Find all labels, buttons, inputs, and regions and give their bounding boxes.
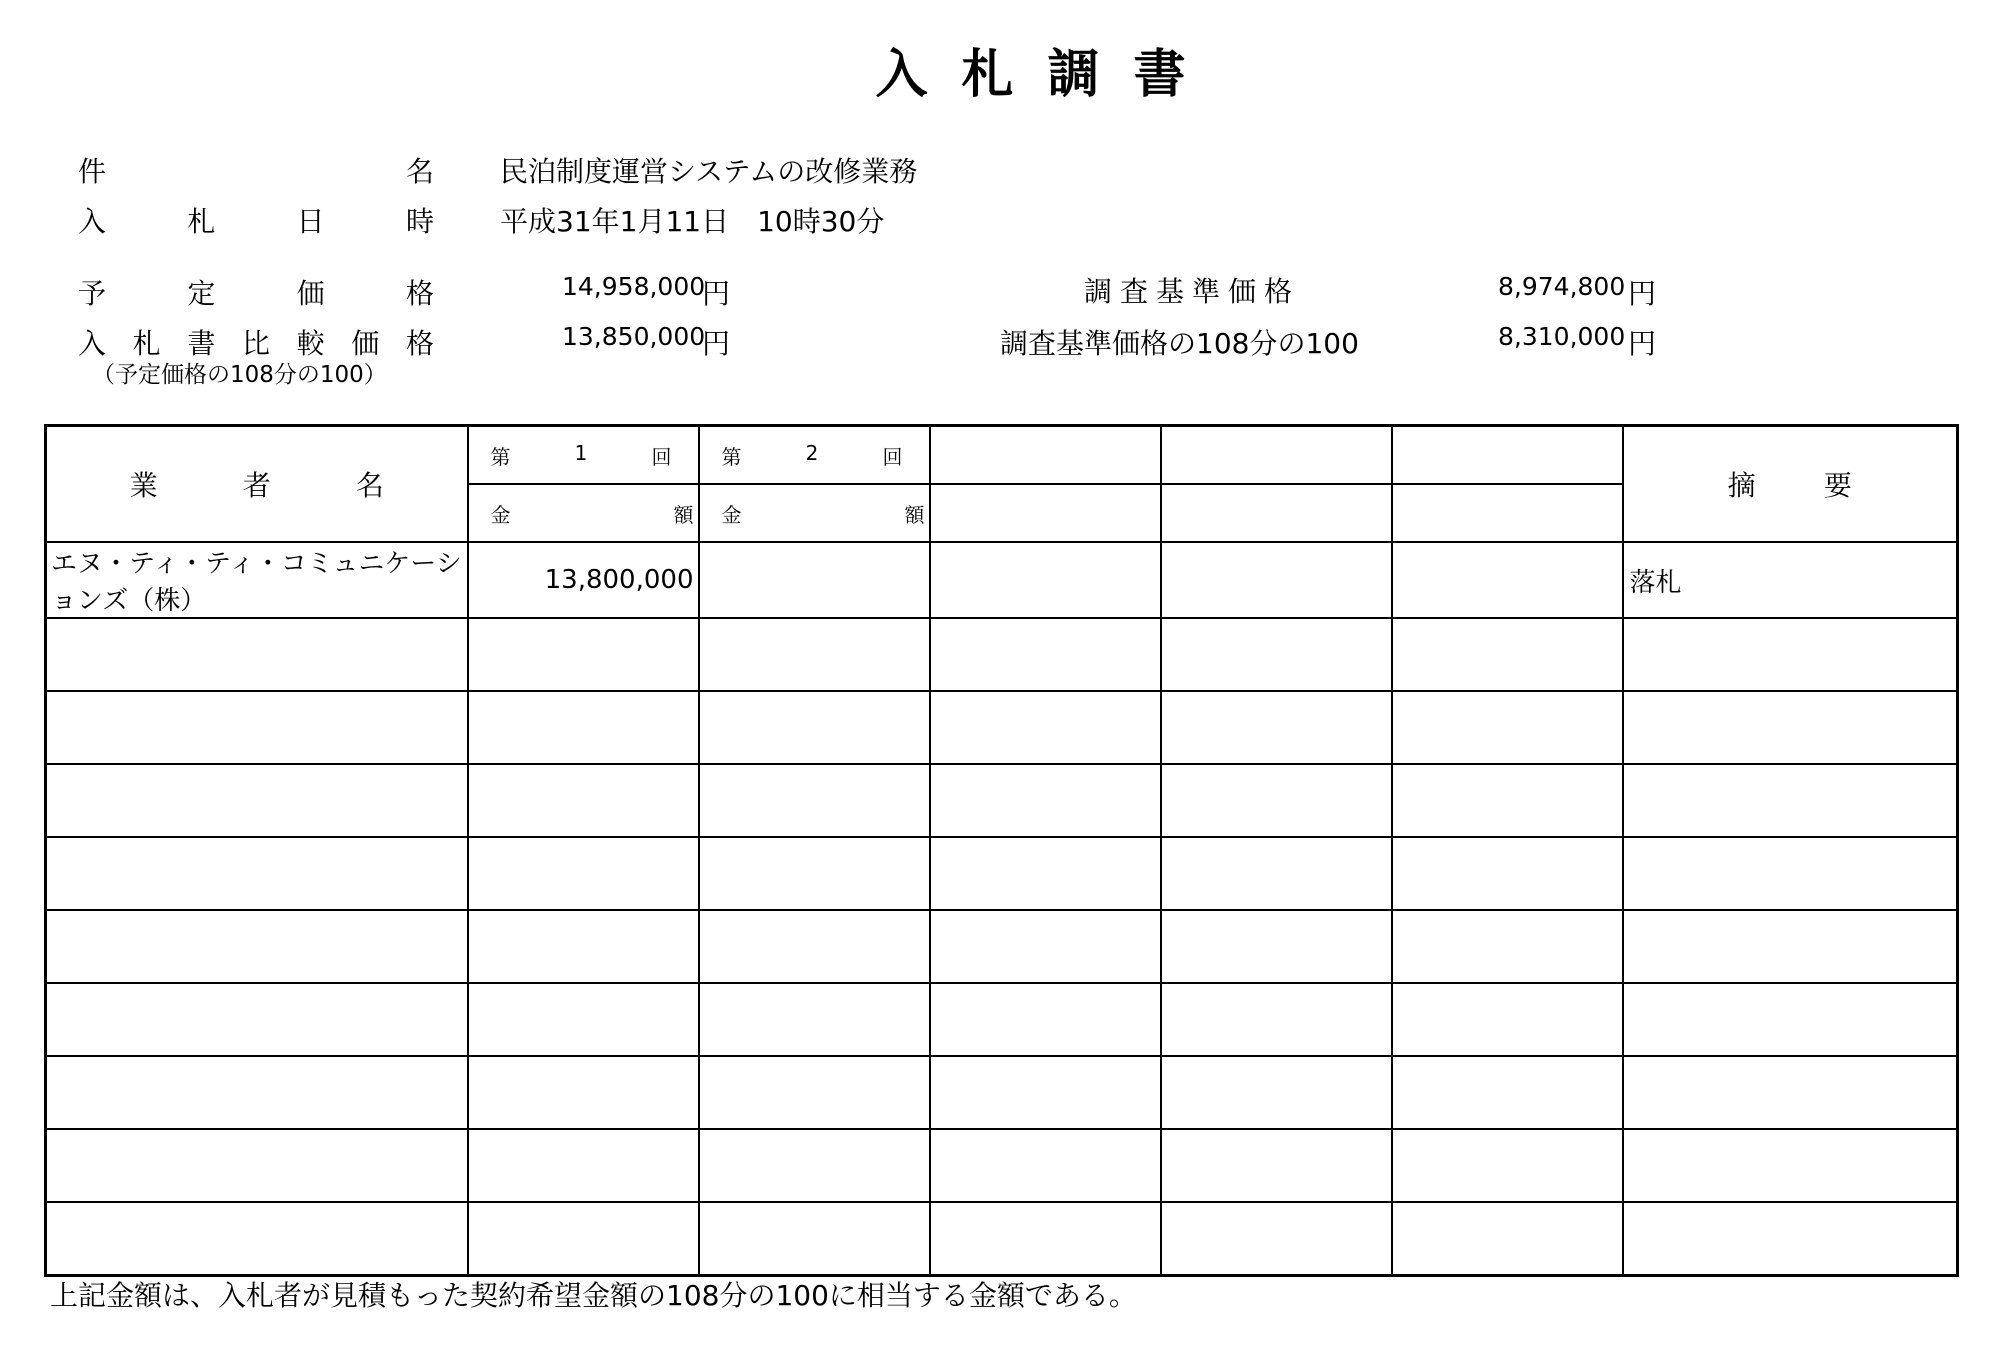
- round2-char-3: 回: [882, 444, 903, 469]
- table-header-row-1: [46, 426, 1958, 485]
- empty-header: [1392, 426, 1623, 485]
- datetime-label-char-2: 札: [187, 205, 216, 238]
- survey-price-label: 調査基準価格: [1084, 275, 1301, 308]
- subject-label: [78, 150, 434, 190]
- empty-cell: [46, 1056, 468, 1129]
- empty-cell: [1623, 1202, 1958, 1276]
- compare-label-char-1: 入: [78, 327, 107, 360]
- datetime-value: 平成31年1月11日 10時30分: [500, 205, 885, 238]
- empty-cell: [1161, 1129, 1392, 1202]
- planned-price-label: [78, 272, 434, 312]
- empty-cell: [699, 618, 930, 691]
- empty-cell: [1161, 983, 1392, 1056]
- empty-cell: [46, 618, 468, 691]
- round1-header: [468, 426, 699, 485]
- round1-char-3: 回: [651, 444, 672, 469]
- amount-char-2: 額: [673, 502, 694, 527]
- empty-cell: [46, 983, 468, 1056]
- empty-cell: [1161, 1056, 1392, 1129]
- table-row: [46, 1202, 1958, 1276]
- subject-label-char-1: 件: [78, 155, 107, 188]
- compare-label-char-3: 書: [187, 327, 216, 360]
- empty-cell: [1392, 764, 1623, 837]
- table-row: [46, 983, 1958, 1056]
- datetime-label-char-3: 日: [296, 205, 325, 238]
- empty-cell: [1161, 837, 1392, 910]
- compare-price-yen: 円: [702, 327, 731, 360]
- empty-cell: [930, 542, 1161, 618]
- remark-header-char-2: 要: [1823, 469, 1852, 502]
- empty-cell: [930, 764, 1161, 837]
- empty-cell: [1161, 910, 1392, 983]
- empty-cell: [1392, 910, 1623, 983]
- survey-price-yen: 円: [1628, 277, 1657, 310]
- empty-cell: [1161, 691, 1392, 764]
- empty-cell: [1161, 542, 1392, 618]
- table-row: [46, 618, 1958, 691]
- empty-cell: [699, 764, 930, 837]
- empty-cell: [930, 691, 1161, 764]
- remark-cell: 落札: [1623, 542, 1958, 618]
- empty-cell: [468, 837, 699, 910]
- amount-char-1: 金: [721, 502, 742, 527]
- compare-price-sub: （予定価格の108分の100）: [92, 362, 387, 388]
- compare-label-char-5: 較: [296, 327, 325, 360]
- vendor-header-char-3: 名: [355, 469, 384, 502]
- empty-cell: [468, 764, 699, 837]
- round2-amount-header: [699, 484, 930, 542]
- vendor-cell: エヌ・ティ・ティ・コミュニケーションズ（株）: [46, 542, 468, 618]
- round1-char-1: 第: [490, 444, 511, 469]
- datetime-label: [78, 200, 434, 240]
- subject-label-char-2: 名: [405, 155, 434, 188]
- empty-cell: [930, 983, 1161, 1056]
- empty-cell: [46, 837, 468, 910]
- empty-cell: [930, 910, 1161, 983]
- empty-cell: [1623, 983, 1958, 1056]
- datetime-label-char-1: 入: [78, 205, 107, 238]
- planned-price-value: 14,958,000: [562, 272, 706, 301]
- amount-char-2: 額: [904, 502, 925, 527]
- empty-cell: [699, 1202, 930, 1276]
- empty-header: [930, 426, 1161, 485]
- table-row: [46, 1056, 1958, 1129]
- empty-cell: [1392, 691, 1623, 764]
- empty-cell: [1623, 691, 1958, 764]
- empty-cell: [930, 1202, 1161, 1276]
- empty-cell: [1392, 618, 1623, 691]
- empty-cell: [1392, 983, 1623, 1056]
- empty-cell: [46, 691, 468, 764]
- empty-cell: [46, 764, 468, 837]
- empty-cell: [930, 618, 1161, 691]
- remark-header: [1623, 426, 1958, 543]
- table-row: [46, 691, 1958, 764]
- vendor-header-char-2: 者: [242, 469, 271, 502]
- empty-cell: [1623, 910, 1958, 983]
- round2-header: [699, 426, 930, 485]
- survey108-label: 調査基準価格の108分の100: [1000, 327, 1359, 360]
- round2-amount-cell: [699, 542, 930, 618]
- compare-label-char-6: 価: [351, 327, 380, 360]
- vendor-header-char-1: 業: [129, 469, 158, 502]
- empty-cell: [468, 1202, 699, 1276]
- empty-cell: [1161, 764, 1392, 837]
- round1-amount-cell: 13,800,000: [468, 542, 699, 618]
- round1-char-2: 1: [574, 440, 588, 465]
- empty-cell: [1623, 764, 1958, 837]
- vendor-header: [46, 426, 468, 543]
- round2-char-1: 第: [721, 444, 742, 469]
- empty-cell: [1623, 1056, 1958, 1129]
- empty-cell: [468, 910, 699, 983]
- empty-cell: [1623, 1129, 1958, 1202]
- empty-cell: [468, 1056, 699, 1129]
- empty-cell: [699, 1056, 930, 1129]
- planned-price-yen: 円: [702, 277, 731, 310]
- empty-cell: [1623, 618, 1958, 691]
- empty-cell: [468, 1129, 699, 1202]
- planned-label-char-3: 価: [296, 277, 325, 310]
- remark-header-char-1: 摘: [1727, 469, 1756, 502]
- empty-cell: [699, 910, 930, 983]
- subject-value: 民泊制度運営システムの改修業務: [500, 155, 918, 188]
- compare-price-value: 13,850,000: [562, 322, 706, 351]
- survey108-value: 8,310,000: [1498, 322, 1626, 351]
- empty-header: [1161, 484, 1392, 542]
- empty-cell: [699, 691, 930, 764]
- empty-cell: [1623, 837, 1958, 910]
- datetime-label-char-4: 時: [405, 205, 434, 238]
- survey-price-value: 8,974,800: [1498, 272, 1626, 301]
- empty-cell: [468, 983, 699, 1056]
- table-row: [46, 764, 1958, 837]
- compare-label-char-2: 札: [132, 327, 161, 360]
- empty-cell: [930, 1129, 1161, 1202]
- empty-header: [1161, 426, 1392, 485]
- round1-amount-header: [468, 484, 699, 542]
- empty-cell: [699, 837, 930, 910]
- empty-cell: [468, 691, 699, 764]
- remark-header-text: [1624, 464, 1957, 504]
- empty-cell: [699, 983, 930, 1056]
- table-row: [46, 910, 1958, 983]
- survey108-yen: 円: [1628, 327, 1657, 360]
- page-title: 入札調書: [875, 45, 1220, 105]
- empty-cell: [468, 618, 699, 691]
- empty-cell: [1392, 837, 1623, 910]
- table-row: [46, 837, 1958, 910]
- round2-char-2: 2: [805, 440, 819, 465]
- footnote: 上記金額は、入札者が見積もった契約希望金額の108分の100に相当する金額である。: [50, 1279, 1137, 1312]
- bid-table: [44, 424, 1959, 1277]
- empty-cell: [46, 1129, 468, 1202]
- empty-cell: [1161, 618, 1392, 691]
- empty-cell: [1392, 542, 1623, 618]
- compare-label-char-7: 格: [405, 327, 434, 360]
- empty-cell: [1392, 1202, 1623, 1276]
- empty-cell: [46, 910, 468, 983]
- vendor-header-text: [47, 464, 467, 504]
- table-row: [46, 542, 1958, 618]
- empty-header: [930, 484, 1161, 542]
- empty-header: [1392, 484, 1623, 542]
- empty-cell: [46, 1202, 468, 1276]
- planned-label-char-1: 予: [78, 277, 107, 310]
- empty-cell: [930, 1056, 1161, 1129]
- compare-label-char-4: 比: [241, 327, 270, 360]
- empty-cell: [699, 1129, 930, 1202]
- empty-cell: [930, 837, 1161, 910]
- planned-label-char-2: 定: [187, 277, 216, 310]
- amount-char-1: 金: [490, 502, 511, 527]
- table-row: [46, 1129, 1958, 1202]
- planned-label-char-4: 格: [405, 277, 434, 310]
- empty-cell: [1161, 1202, 1392, 1276]
- empty-cell: [1392, 1056, 1623, 1129]
- empty-cell: [1392, 1129, 1623, 1202]
